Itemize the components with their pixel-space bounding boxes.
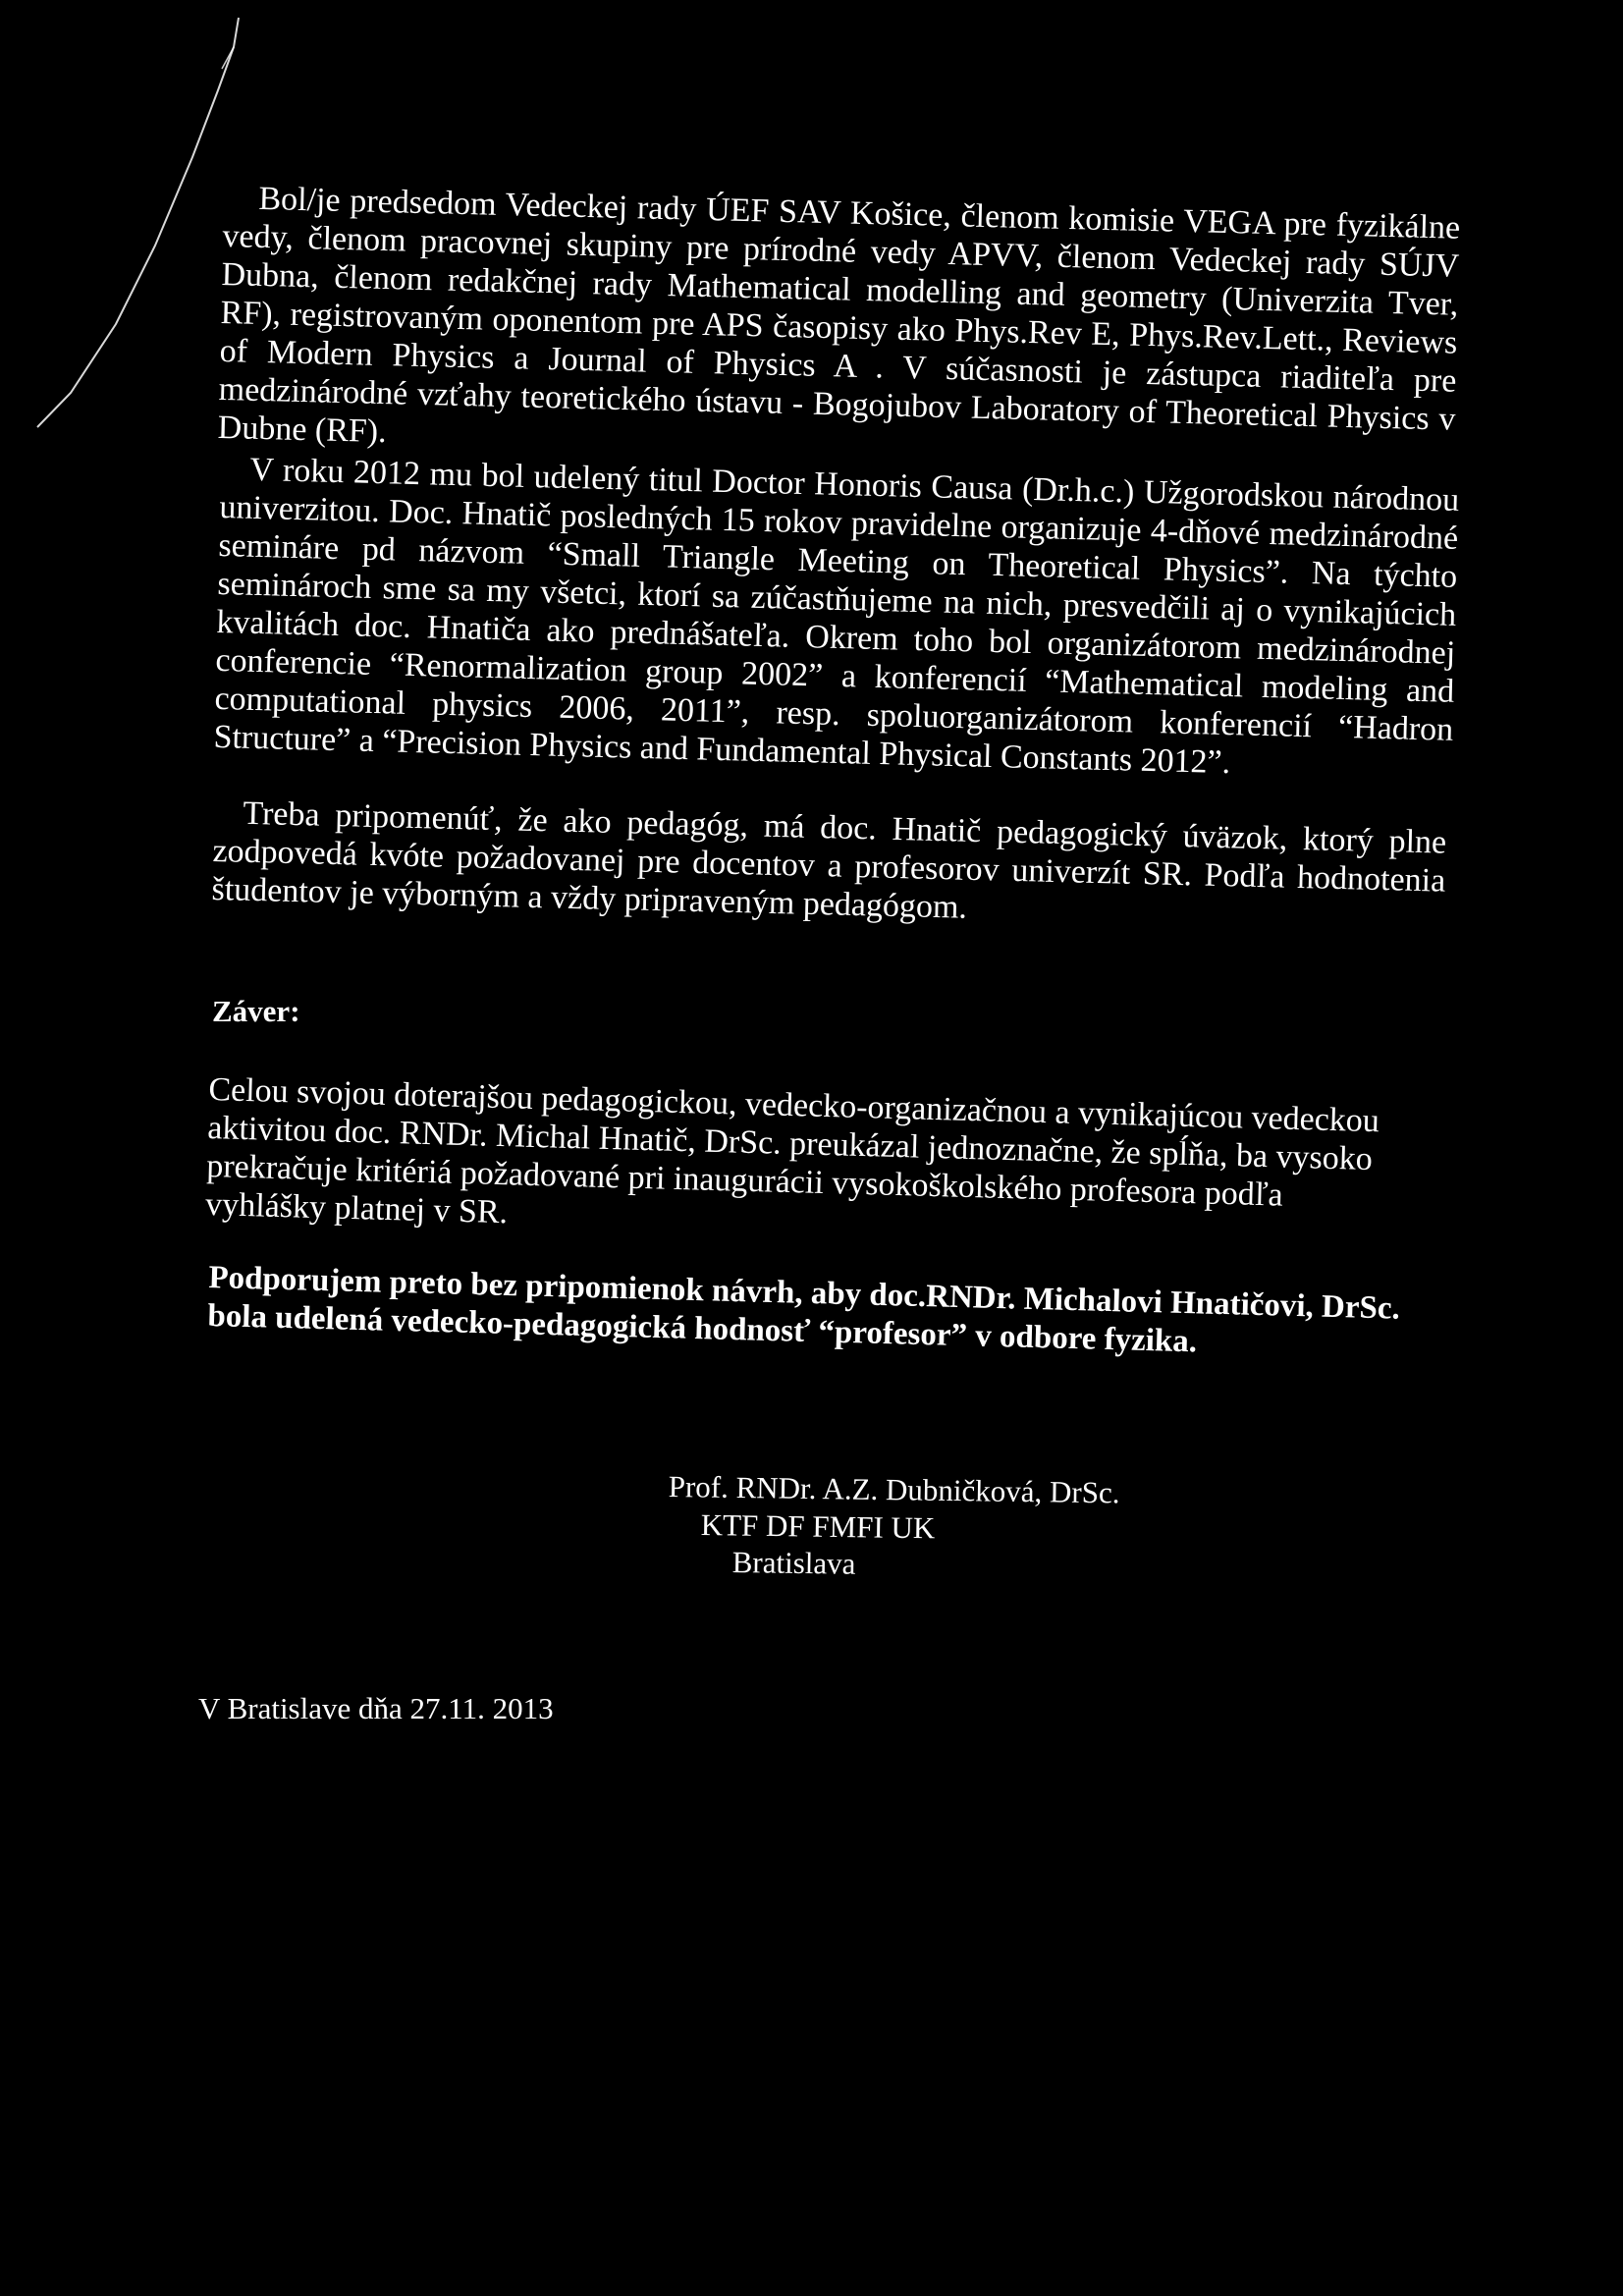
place-date: V Bratislave dňa 27.11. 2013 bbox=[198, 1691, 554, 1725]
conclusion-heading: Záver: bbox=[212, 994, 300, 1028]
conclusion-text: Celou svojou doterajšou pedagogickou, vedecko-organizačnou a vynikajúcou vedeckou aktivitou doc. RNDr. Michal Hnatič, DrSc. preukázal jednoznačne, že spĺňa, ba vysoko prekračuje kritériá požadované pri inaugurácii vysokoškolského profesora podľa vyhlášky platnej v SR. bbox=[204, 1070, 1380, 1231]
paragraph-1 bbox=[217, 179, 1460, 477]
signature-city: Bratislava bbox=[731, 1545, 856, 1581]
paragraph-2-text: V roku 2012 mu bol udelený titul Doctor Honoris Causa (Dr.h.c.) Užgorodskou národnou univerzitou. Doc. Hnatič posledných 15 rokov pravidelne organizuje 4-dňové medzinárodné semináre pd názvom “Small Triangle Meeting on Theoretical Physics”. Na týchto seminároch sme sa my všetci, ktorí sa zúčastňujeme na nich, presvedčili aj o vynikajúcich kvalitách doc. Hnatiča ako prednášateľa. Okrem toho bol organizátorom medzinárodnej conferencie “Renormalization group 2002” a konferencií “Mathematical modeling and computational physics 2006, 2011”, resp. spoluorganizátorom konferencií “Hadron Structure” a “Precision Physics and Fundamental Physical Constants 2012”. bbox=[213, 451, 1460, 782]
paragraph-1-text: Bol/je predsedom Vedeckej rady ÚEF SAV Košice, členom komisie VEGA pre fyzikálne vedy, členom pracovnej skupiny pre prírodné vedy APVV, členom Vedeckej rady SÚJV Dubna, členom redakčnej rady Mathematical modelling and geometry (Univerzita Tver, RF), registrovaným oponentom pre APS časopisy ako Phys.Rev E, Phys.Rev.Lett., Reviews of Modern Physics a Journal of Physics A . V súčasnosti je zástupca riaditeľa pre medzinárodné vzťahy teoretického ústavu - Bogojubov Laboratory of Theoretical Physics v Dubne (RF). bbox=[217, 180, 1461, 451]
paragraph-2 bbox=[213, 450, 1459, 788]
conclusion-paragraph bbox=[205, 1070, 1402, 1256]
recommendation-text: Podporujem preto bez pripomienok návrh, aby doc.RNDr. Michalovi Hnatičovi, DrSc. bola udelená vedecko-pedagogická hodnosť “profesor” v odbore fyzika. bbox=[207, 1259, 1401, 1360]
signature-name: Prof. RNDr. A.Z. Dubničková, DrSc. bbox=[668, 1469, 1120, 1510]
paragraph-3-text: Treba pripomenúť, že ako pedagóg, má doc. Hnatič pedagogický úväzok, ktorý plne zodpovedá kvóte požadovanej pre docentov a profesorov univerzít SR. Podľa hodnotenia študentov je výborným a vždy pripraveným pedagógom. bbox=[211, 794, 1447, 926]
signature-department: KTF DF FMFI UK bbox=[700, 1507, 936, 1546]
